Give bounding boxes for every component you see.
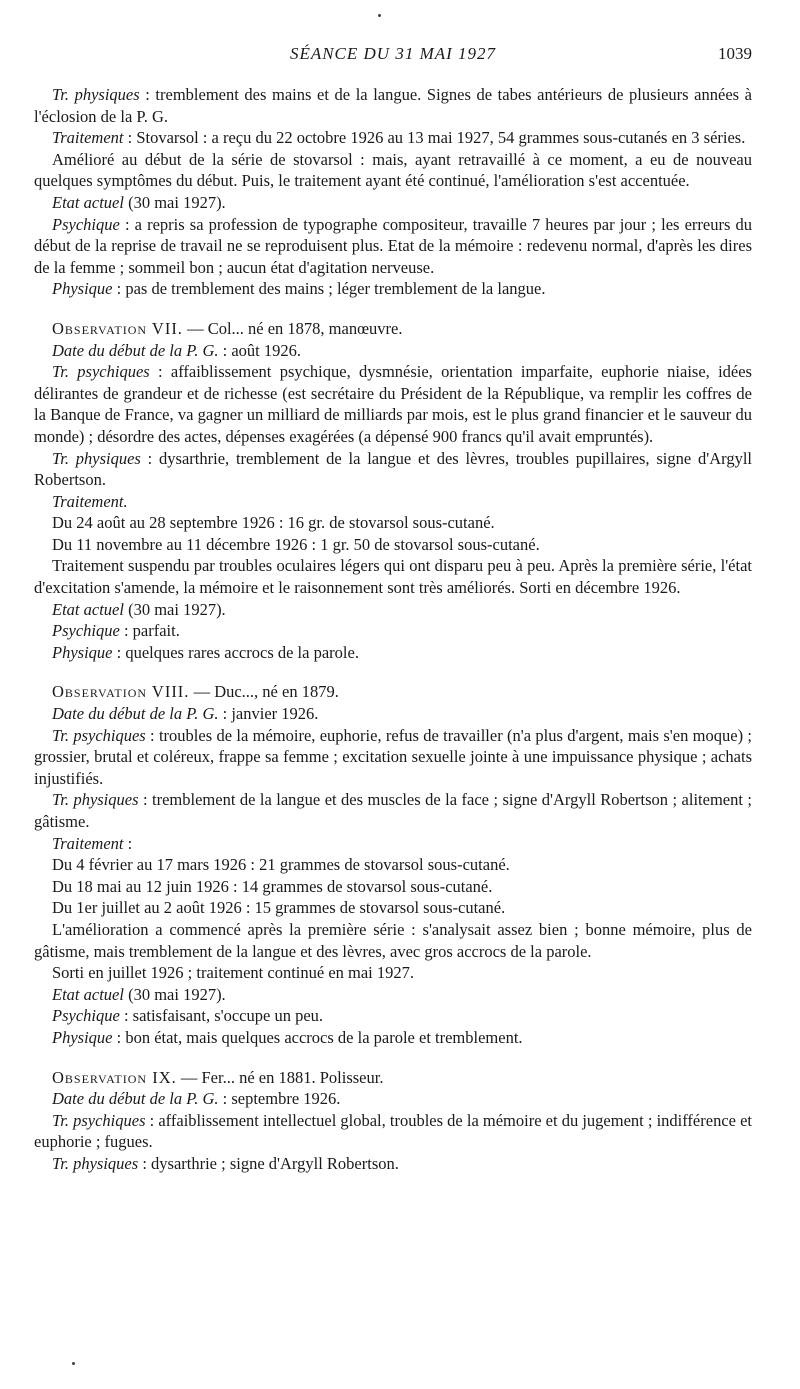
paragraph — [34, 1110, 752, 1153]
field-text: : bon état, mais quelques accrocs de la parole et tremblement. — [112, 1027, 523, 1047]
paragraph — [34, 340, 752, 362]
observation-heading — [34, 681, 752, 703]
field-text: Traitement suspendu par troubles oculaires légers qui ont disparu peu à peu. Après la première série, l'état d'excitation s'amende, la mémoire et le raisonnement sont très améliorés. Sorti en décembre 1926. — [34, 556, 752, 598]
field-label: Tr. physiques — [52, 448, 141, 468]
field-text: : quelques rares accrocs de la parole. — [112, 642, 359, 662]
field-label: Physique — [52, 1027, 113, 1047]
field-text: : pas de tremblement des mains ; léger tremblement de la langue. — [112, 279, 546, 299]
field-text: : dysarthrie ; signe d'Argyll Robertson. — [138, 1153, 399, 1173]
field-text: L'amélioration a commencé après la première série : s'analysait assez bien ; bonne mémoire, plus de gâtisme, mais tremblement de la langue et des lèvres, avec gros accrocs de la parole. — [34, 919, 752, 961]
observation-number: Observation VII. — [52, 318, 183, 338]
field-label: Traitement. — [52, 491, 128, 511]
field-label: Date du début de la P. G. — [52, 704, 219, 724]
field-label: Tr. physiques — [52, 85, 140, 104]
field-label: Tr. psychiques — [52, 362, 150, 382]
observation-subject: — Duc..., né en 1879. — [189, 682, 339, 702]
paragraph — [34, 214, 752, 279]
field-text: : tremblement de la langue et des muscles de la face ; signe d'Argyll Robertson ; alitement ; gâtisme. — [34, 790, 752, 831]
paragraph — [34, 149, 752, 192]
paragraph — [34, 876, 752, 898]
field-label: Tr. physiques — [52, 1153, 139, 1173]
field-text: : satisfaisant, s'occupe un peu. — [119, 1006, 324, 1026]
field-label: Psychique — [52, 621, 120, 641]
field-label: Etat actuel — [52, 192, 124, 212]
paragraph — [34, 192, 752, 214]
paragraph — [34, 703, 752, 725]
field-label: Physique — [52, 642, 113, 662]
observation-number: Observation VIII. — [52, 682, 190, 702]
paragraph — [34, 599, 752, 621]
paragraph — [34, 642, 752, 664]
paragraph — [34, 127, 752, 149]
paragraph — [34, 854, 752, 876]
field-text: Du 1er juillet au 2 août 1926 : 15 grammes de stovarsol sous-cutané. — [52, 898, 506, 918]
field-text: : affaiblissement intellectuel global, troubles de la mémoire et du jugement ; indifférence et euphorie ; fugues. — [34, 1110, 752, 1152]
field-text: : Stovarsol : a reçu du 22 octobre 1926 au 13 mai 1927, 54 grammes sous-cutanés en 3 séries. — [123, 128, 746, 148]
observation-7 — [34, 318, 752, 664]
paragraph — [34, 1153, 752, 1175]
paragraph — [34, 620, 752, 642]
article-body — [34, 84, 752, 1175]
field-text: Du 18 mai au 12 juin 1926 : 14 grammes de stovarsol sous-cutané. — [52, 876, 493, 896]
field-text: Sorti en juillet 1926 ; traitement continué en mai 1927. — [52, 963, 415, 983]
page-number: 1039 — [718, 44, 752, 63]
field-text: Du 24 août au 28 septembre 1926 : 16 gr. de stovarsol sous-cutané. — [52, 513, 495, 533]
paragraph — [34, 833, 752, 855]
field-text: (30 mai 1927). — [123, 192, 226, 212]
field-text: : affaiblissement psychique, dysmnésie, orientation imparfaite, euphorie niaise, idées délirantes de grandeur et de richesse (est secrétaire du Président de la République, va remplir les coffres de la Banque de France, va gagner un milliard de milliards par mois, est le plus grand financier et le sauveur du monde) ; désordre des actes, dépenses exagérées (a dépensé 900 francs qu'il avait empruntés). — [34, 362, 752, 446]
paragraph — [34, 789, 752, 832]
paragraph — [34, 919, 752, 962]
paragraph — [34, 962, 752, 984]
field-text: Amélioré au début de la série de stovarsol : mais, ayant retravaillé à ce moment, a eu de nouveau quelques symptômes du début. Puis, le traitement ayant été continué, l'amélioration s'est accentuée. — [34, 149, 752, 191]
field-label: Traitement — [52, 833, 124, 853]
running-header — [34, 44, 752, 74]
field-text: : — [123, 833, 133, 853]
field-label: Date du début de la P. G. — [52, 1089, 219, 1109]
page — [34, 0, 752, 1389]
field-text: : parfait. — [119, 621, 180, 641]
field-label: Date du début de la P. G. — [52, 340, 219, 360]
paragraph — [34, 534, 752, 556]
observation-subject: — Col... né en 1878, manœuvre. — [182, 318, 403, 338]
observation-subject: — Fer... né en 1881. Polisseur. — [176, 1067, 384, 1087]
field-text: Du 4 février au 17 mars 1926 : 21 grammes de stovarsol sous-cutané. — [52, 855, 510, 875]
field-label: Psychique — [52, 214, 120, 234]
observation-continued — [34, 84, 752, 300]
field-text: : troubles de la mémoire, euphorie, refus de travailler (n'a plus d'argent, mais s'en moque) ; grossier, brutal et coléreux, frappe sa femme ; excitation sexuelle jointe à une impuissance physique ; achats injustifiés. — [34, 725, 752, 788]
field-label: Tr. physiques — [52, 790, 139, 810]
field-text: : tremblement des mains et de la langue. Signes de tabes antérieurs de plusieurs années à l'éclosion de la P. G. — [34, 85, 752, 126]
header-title: SÉANCE DU 31 MAI 1927 — [289, 44, 497, 63]
field-text: : a repris sa profession de typographe compositeur, travaille 7 heures par jour ; les erreurs du début de la reprise de travail ne se reproduisent plus. Etat de la mémoire : redevenu normal, d'après les dires de la femme ; sommeil bon ; aucun état d'agitation nerveuse. — [34, 214, 752, 277]
paragraph — [34, 897, 752, 919]
paragraph — [34, 84, 752, 127]
paragraph — [34, 361, 752, 447]
paragraph — [34, 1027, 752, 1049]
field-label: Psychique — [52, 1006, 120, 1026]
field-text: Du 11 novembre au 11 décembre 1926 : 1 gr. 50 de stovarsol sous-cutané. — [52, 534, 540, 554]
field-label: Physique — [52, 279, 113, 299]
observation-number: Observation IX. — [52, 1067, 177, 1087]
observation-8 — [34, 681, 752, 1048]
field-label: Etat actuel — [52, 599, 124, 619]
observation-9 — [34, 1067, 752, 1175]
paragraph — [34, 984, 752, 1006]
observation-heading — [34, 1067, 752, 1089]
field-text: : septembre 1926. — [218, 1089, 341, 1109]
paragraph — [34, 278, 752, 300]
print-speck — [378, 14, 381, 17]
observation-heading — [34, 318, 752, 340]
field-text: : janvier 1926. — [218, 704, 319, 724]
paragraph — [34, 512, 752, 534]
field-text: (30 mai 1927). — [123, 984, 226, 1004]
print-speck — [72, 1362, 75, 1365]
field-label: Etat actuel — [52, 984, 124, 1004]
paragraph — [34, 1088, 752, 1110]
paragraph — [34, 725, 752, 790]
field-label: Tr. psychiques — [52, 725, 146, 745]
field-label: Tr. psychiques — [52, 1110, 146, 1130]
field-label: Traitement — [52, 128, 124, 148]
field-text: (30 mai 1927). — [123, 599, 226, 619]
field-text: : août 1926. — [218, 340, 302, 360]
field-text: : dysarthrie, tremblement de la langue et des lèvres, troubles pupillaires, signe d'Argyll Robertson. — [34, 448, 752, 490]
paragraph — [34, 1005, 752, 1027]
paragraph — [34, 448, 752, 491]
paragraph — [34, 555, 752, 598]
paragraph — [34, 491, 752, 513]
